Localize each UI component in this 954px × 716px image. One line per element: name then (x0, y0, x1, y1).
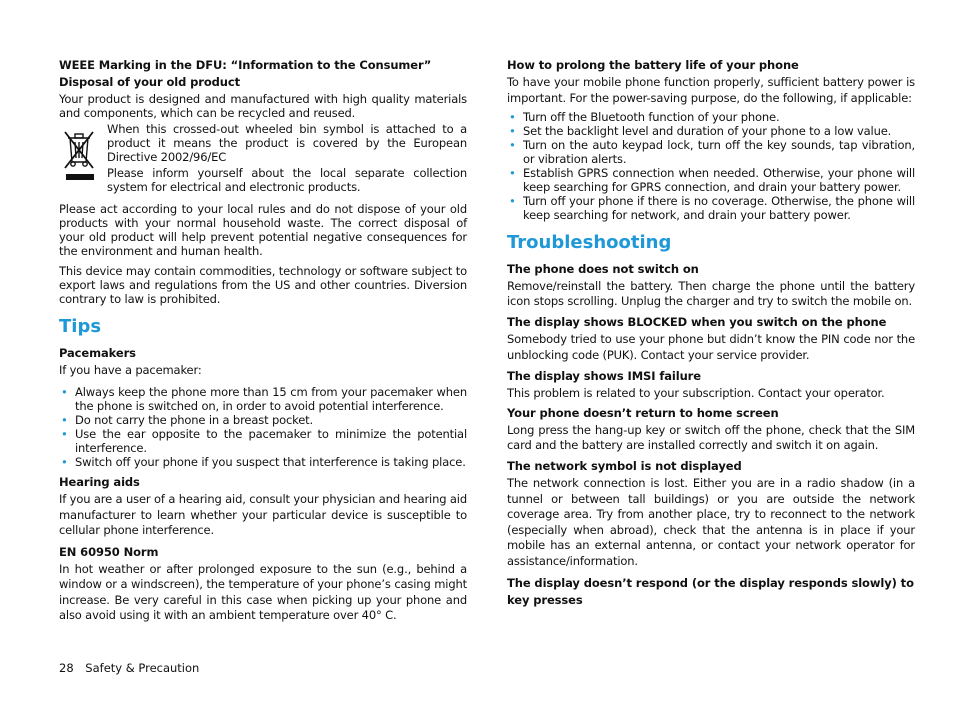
weee-block (59, 122, 467, 194)
disposal-paragraph-1: Your product is designed and manufactured with high quality materials and components, which can be recycled and reused. (59, 92, 467, 120)
crossed-out-wheeled-bin-icon (59, 124, 99, 182)
bullet-icon: • (509, 124, 516, 138)
list-item: • Switch off your phone if you suspect that interference is taking place. (61, 455, 466, 469)
list-item: • Set the backlight level and duration of your phone to a low value. (509, 124, 892, 138)
ts-heading-1: The phone does not switch on (507, 262, 699, 276)
left-column (59, 58, 467, 630)
disposal-heading: Disposal of your old product (59, 75, 240, 89)
list-item: • Use the ear opposite to the pacemaker to minimize the potential interference. (61, 427, 467, 455)
footer-section: Safety & Precaution (85, 661, 200, 675)
list-item: • Establish GPRS connection when needed. Otherwise, your phone will keep searching for GPRS connection, and drain your battery power. (509, 166, 915, 194)
weee-text (59, 122, 467, 194)
disposal-paragraph-2: When this crossed-out wheeled bin symbol is attached to a product it means the product is covered by the European Directive 2002/96/EC (107, 122, 467, 164)
battery-list (507, 110, 915, 222)
ts-text-3: This problem is related to your subscription. Contact your operator. (507, 386, 885, 400)
bullet-icon: • (61, 413, 68, 427)
disposal-paragraph-5: This device may contain commodities, technology or software subject to export laws and regulations from the US and other countries. Diversion contrary to law is prohibited. (59, 264, 467, 306)
bullet-icon: • (61, 385, 68, 399)
pacemakers-list (59, 385, 467, 469)
bullet-icon: • (61, 427, 68, 441)
ts-text-4: Long press the hang-up key or switch off the phone, check that the SIM card and the battery are installed correctly and switch it on again. (507, 423, 915, 452)
troubleshooting-title: Troubleshooting (507, 232, 672, 253)
ts-text-2: Somebody tried to use your phone but didn’t know the PIN code nor the unblocking code (PUK). Contact your service provider. (507, 332, 915, 362)
list-item: • Turn off your phone if there is no coverage. Otherwise, the phone will keep searching for network, and drain your battery power. (509, 194, 915, 222)
bullet-icon: • (509, 194, 516, 208)
list-item: • Always keep the phone more than 15 cm from your pacemaker when the phone is switched on, in order to avoid potential interference. (61, 385, 467, 413)
list-item: • Turn on the auto keypad lock, turn off the key sounds, tap vibration, or vibration alerts. (509, 138, 915, 166)
bullet-icon: • (61, 455, 68, 469)
bullet-icon: • (509, 110, 516, 124)
right-column (507, 58, 915, 612)
page-number: 28 (59, 661, 74, 675)
pacemakers-intro: If you have a pacemaker: (59, 363, 202, 377)
ts-heading-5: The network symbol is not displayed (507, 459, 742, 473)
hearing-aids-heading: Hearing aids (59, 475, 140, 489)
disposal-paragraph-3: Please inform yourself about the local separate collection system for electrical and electronic products. (107, 166, 467, 194)
bullet-icon: • (509, 138, 516, 152)
pacemakers-heading: Pacemakers (59, 346, 136, 360)
ts-text-1: Remove/reinstall the battery. Then charge the phone until the battery icon stops scrolling. Unplug the charger and try to switch the mobile on. (507, 279, 915, 308)
hearing-aids-text: If you are a user of a hearing aid, consult your physician and hearing aid manufacturer to learn whether your particular device is susceptible to cellular phone interference. (59, 492, 467, 537)
ts-text-5: The network connection is lost. Either you are in a radio shadow (in a tunnel or between tall buildings) or you are outside the network coverage area. Try from another place, try to reconnect to the network (especially when abroad), check that the antenna is in place if your mobile has an external antenna, or contact your network operator for assistance/information. (507, 476, 915, 568)
en-norm-heading: EN 60950 Norm (59, 544, 159, 559)
bullet-icon: • (509, 166, 516, 180)
battery-heading: How to prolong the battery life of your phone (507, 58, 799, 72)
ts-heading-2: The display shows BLOCKED when you switch on the phone (507, 315, 887, 329)
disposal-paragraph-4: Please act according to your local rules and do not dispose of your old products with your normal household waste. The correct disposal of your old product will help prevent potential negative consequences for the environment and human health. (59, 202, 467, 258)
list-item: • Turn off the Bluetooth function of your phone. (509, 110, 780, 124)
en-norm-text: In hot weather or after prolonged exposure to the sun (e.g., behind a window or a windscreen), the temperature of your phone’s casing might increase. Be very careful in this case when picking up your phone and also avoid using it with an ambient temperature over 40° C. (59, 561, 467, 622)
ts-heading-6: The display doesn’t respond (or the display responds slowly) to key presses (507, 576, 914, 607)
ts-heading-4: Your phone doesn’t return to home screen (507, 406, 779, 420)
battery-intro: To have your mobile phone function properly, sufficient battery power is important. For the power-saving purpose, do the following, if applicable: (507, 75, 915, 105)
page-footer (59, 661, 199, 675)
weee-heading: WEEE Marking in the DFU: “Information to the Consumer” (59, 58, 432, 72)
list-item: • Do not carry the phone in a breast pocket. (61, 413, 314, 427)
ts-heading-3: The display shows IMSI failure (507, 369, 701, 383)
tips-title: Tips (59, 316, 102, 337)
